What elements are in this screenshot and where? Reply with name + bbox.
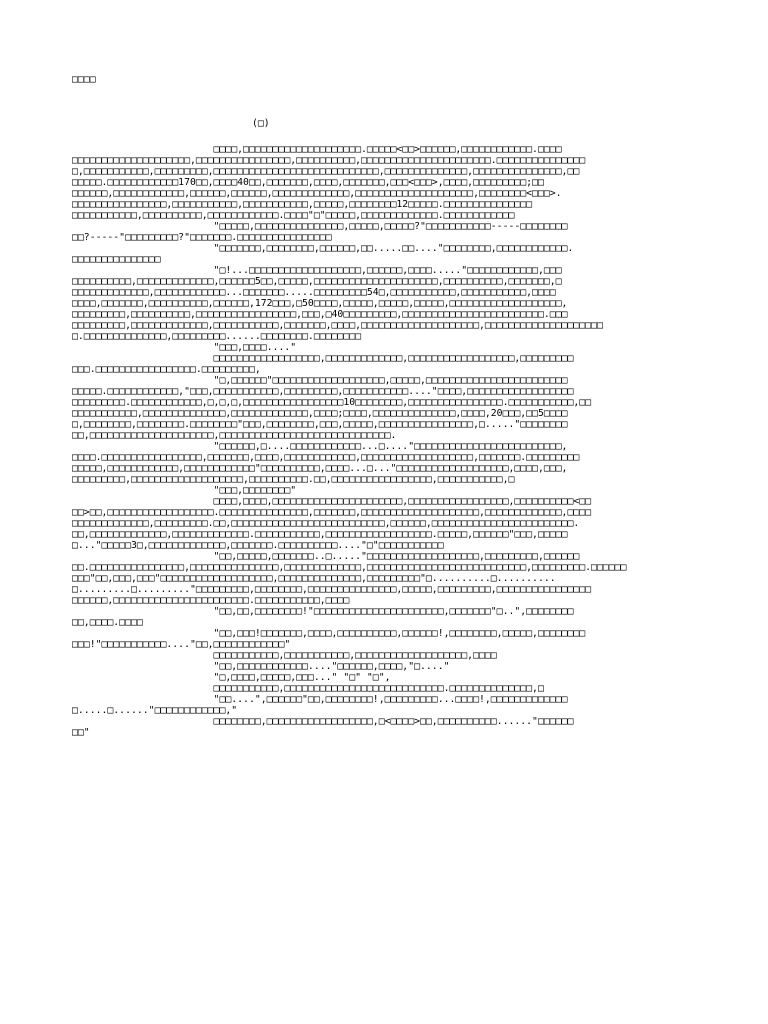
text-line: □□,□□□□.□□□□ xyxy=(72,617,143,628)
text-line: □□□□□□□□□□□,□□□□□□□□□□,□□□□□□□□□□□□.□□□□"□"□□□□□,□□□□□□□□□□□□□.□□□□□□□□□□□□ xyxy=(72,210,515,221)
text-line: □,□□□□□□□□,□□□□□□□□.□□□□□□□□"□□□,□□□□□□□□,□□□,□□□□□,□□□□□□□□□□□□□□□□,□....."□□□□□□□□ xyxy=(72,419,568,430)
text-line: □□?-----"□□□□□□□□□?"□□□□□□□.□□□□□□□□□□□□□□□□ xyxy=(72,232,332,243)
text-line: □□□□□□□□□□□□□□□□□□□□,□□□□□□□□□□□□□□□□,□□□□□□□□□□,□□□□□□□□□□□□□□□□□□□□□□.□□□□□□□□□□□□□□□ xyxy=(72,155,586,166)
text-line: □□□□□.□□□□□□□□□□□□170□□,□□□□40□□,□□□□□□□,□□□□,□□□□□□□,□□□<□□□>,□□□□,□□□□□□□□□;□□ xyxy=(72,177,544,188)
text-line: □□□□□□□□□□□,□□□□□□□□□□□,□□□□□□□□□□□□□□□□□□□,□□□□ xyxy=(72,650,497,661)
text-line: □□□□□□□□□.□□□□□□□□□□□□,□,□,□,□□□□□□□□□□□□□□□□□10□□□□□□□□,□□□□□□□□□□□□□□□□.□□□□□□□□□□□,□□ xyxy=(72,397,592,408)
text-line: "□□,□□,□□□□□□□□!"□□□□□□□□□□□□□□□□□□□□□□,□□□□□□□"□..",□□□□□□□□ xyxy=(72,606,574,617)
text-line: □.....□......"□□□□□□□□□□□□," xyxy=(72,705,238,716)
text-line: □□□□□□□□□□,□□□□□□□□□□□□□,□□□□□□5□□,□□□□□,□□□□□□□□□□□□□□□□□□□□□,□□□□□□□□□□,□□□□□□□,□ xyxy=(72,276,562,287)
text-line: □□□□□□□□,□□□□□□□□□□□□□□□□□□,□<□□□□>□□,□□□□□□□□□□......"□□□□□□ xyxy=(72,716,574,727)
text-line: □□□□□□□□□□□□□□□□□□,□□□□□□□□□□□□□,□□□□□□□□□□□□□□□□□□,□□□□□□□□□ xyxy=(72,353,574,364)
text-line: □□,□□□□□□□□□□□□□,□□□□□□□□□□□□□.□□□□□□□□□□□,□□□□□□□□□□□□□□□□□□.□□□□□,□□□□□□"□□□,□□□□□ xyxy=(72,529,568,540)
text-line: "□□□□□□□,□□□□□□□□,□□□□□□,□□.....□□...."□□□□□□□□,□□□□□□□□□□□□. xyxy=(72,243,574,254)
text-line: □□□□□□□□□□□,□□□□□□□□□□□□□□,□□□□□□□□□□□□□,□□□□;□□□□,□□□□□□□□□□□□□□,□□□□,20□□□,□□5□□□□ xyxy=(72,408,568,419)
text-line: "□□,□□□□□□□□□□□□...."□□□□□□,□□□□,"□...." xyxy=(72,661,450,672)
text-line: □,□□□□□□□□□□□,□□□□□□□□□,□□□□□□□□□□□□□□□□□□□□□□□□□□□□,□□□□□□□□□□□□□□,□□□□□□□□□□□□□□□,□□ xyxy=(72,166,580,177)
text-line: □□□□,□□□□□□□□□□□□□□□□□□□□.□□□□□<□□>□□□□□□,□□□□□□□□□□□□.□□□□ xyxy=(72,144,562,155)
text-line: □□□□□□□□□,□□□□□□□□□□□□□□□□□□□,□□□□□□□□□□.□□,□□□□□□□□□□□□□□□□□,□□□□□□□□□□□,□ xyxy=(72,474,515,485)
text-line: □□" xyxy=(72,727,90,738)
text-line: "□!...□□□□□□□□□□□□□□□□□□□,□□□□□□,□□□□....."□□□□□□□□□□□□,□□□ xyxy=(72,265,562,276)
text-line: □□□□□□□□□□□□□□□ xyxy=(72,254,161,265)
text-line: □□□□□□□□□□□,□□□□□□□□□□□□□□□□□□□□□□□□□□□.□□□□□□□□□□□□□□,□ xyxy=(72,683,544,694)
text-line: "□□,□□□□□,□□□□□□□..□....."□□□□□□□□□□□□□□□□□□□,□□□□□□□□□,□□□□□□ xyxy=(72,551,580,562)
text-line: □.........□........."□□□□□□□□□,□□□□□□□□,□□□□□□□□□□□□□□□,□□□□□,□□□□□□□□□,□□□□□□□□□□□□□□□□ xyxy=(72,584,592,595)
text-line: □□□□□□□□□□□□□□□□,□□□□□□□□□□□,□□□□□□□□□□□,□□□□□,□□□□□□□□12□□□□□.□□□□□□□□□□□□□□□ xyxy=(72,199,533,210)
text-line: "□□□,□□□□...." xyxy=(72,342,297,353)
text-line: □□□□□□□□□□□□□,□□□□□□□□□.□□,□□□□□□□□□□□□□□□□□□□□□□□□□□,□□□□□□,□□□□□□□□□□□□□□□□□□□□□□□□. xyxy=(72,518,580,529)
text-line: □□□"□□,□□□,□□□"□□□□□□□□□□□□□□□□□□□,□□□□□□□□□□□□□□,□□□□□□□□□"□..........□.......... xyxy=(72,573,556,584)
text-line: □□□□,□□□□□□□,□□□□□□□□□□,□□□□□□,172□□□,□50□□□□,□□□□□,□□□□□,□□□□□,□□□□□□□□□□□□□□□□□□□, xyxy=(72,298,568,309)
text-line: "□□□□□□,□....□□□□□□□□□□□□...□...."□□□□□□□□□□□□□□□□□□□□□□□□□, xyxy=(72,441,568,452)
body-text xyxy=(72,144,712,738)
text-line: "□,□□□□,□□□□□,□□□..." "□" "□", xyxy=(72,672,391,683)
text-line: □□□□□,□□□□□□□□□□□□,□□□□□□□□□□□□"□□□□□□□□□□,□□□□...□..."□□□□□□□□□□□□□□□□□□□,□□□□,□□□, xyxy=(72,463,568,474)
text-line: □□□□□□□□□,□□□□□□□□□□□□□,□□□□□□□□□□□,□□□□□□□,□□□□,□□□□□□□□□□□□□□□□□□□□,□□□□□□□□□□□□□□□□□□□□ xyxy=(72,320,603,331)
text-line: □..."□□□□□3□,□□□□□□□□□□□□□,□□□□□□□.□□□□□□□□□□...."□"□□□□□□□□□□□ xyxy=(72,540,444,551)
text-line: □□,□□□□□□□□□□□□□□□□□□□□□,□□□□□□□□□□□□□□□□□□□□□□□□□□□□□. xyxy=(72,430,397,441)
chapter-heading: (□) xyxy=(252,118,270,129)
text-line: □□□□□.□□□□□□□□□□□□,"□□□,□□□□□□□□□□□,□□□□□□□□□,□□□□□□□□□□□...."□□□□,□□□□□□□□□□□□□□□□□□ xyxy=(72,386,574,397)
text-line: "□□□,□□□□□□□□" xyxy=(72,485,297,496)
text-line: □□.□□□□□□□□□□□□□□□□,□□□□□□□□□□□□□□□,□□□□□□□□□□□□□,□□□□□□□□□□□□□□□□□□□□□□□□□□□,□□□□□□□□□.□□□□□□ xyxy=(72,562,627,573)
text-line: □□□!"□□□□□□□□□□□...."□□,□□□□□□□□□□□□" xyxy=(72,639,291,650)
text-line: □□□□□□□□□□□□□,□□□□□□□□□□□□...□□□□□□□.....□□□□□□□□□54□,□□□□□□□□□□□,□□□□□□□□□□□,□□□□ xyxy=(72,287,556,298)
text-line: □□□.□□□□□□□□□□□□□□□□□.□□□□□□□□□, xyxy=(72,364,261,375)
page-header: □□□□ xyxy=(72,74,96,85)
text-line: "□□,□□□!□□□□□□□,□□□□,□□□□□□□□□□,□□□□□□!,□□□□□□□□,□□□□□,□□□□□□□□ xyxy=(72,628,586,639)
text-line: □□>□□,□□□□□□□□□□□□□□□□□□.□□□□□□□□□□□□□□□,□□□□□□□,□□□□□□□□□□□□□□□□□□□□,□□□□□□□□□□□□□,□□□□ xyxy=(72,507,592,518)
text-line: □□□□□□,□□□□□□□□□□□□,□□□□□□,□□□□□□,□□□□□□□□□□□□□,□□□□□□□□□□□□□□□□□□□□,□□□□□□□□<□□□>. xyxy=(72,188,562,199)
text-line: "□,□□□□□□"□□□□□□□□□□□□□□□□□□□,□□□□□,□□□□□□□□□□□□□□□□□□□□□□□□ xyxy=(72,375,568,386)
text-line: □.□□□□□□□□□□□□□□,□□□□□□□□□......□□□□□□□□.□□□□□□□□ xyxy=(72,331,362,342)
text-line: "□□....",□□□□□□"□□,□□□□□□□□!,□□□□□□□□□...□□□□!,□□□□□□□□□□□□□ xyxy=(72,694,568,705)
text-line: "□□□□□,□□□□□□□□□□□□□□□,□□□□□,□□□□□?"□□□□□□□□□□□-----□□□□□□□□ xyxy=(72,221,568,232)
text-line: □□□□□□□□□,□□□□□□□□□□,□□□□□□□□□□□□□□□□□,□□□,□40□□□□□□□□□,□□□□□□□□□□□□□□□□□□□□□□□□.□□□ xyxy=(72,309,568,320)
text-line: □□□□,□□□□,□□□□□□□□□□□□□□□□□□□□□□,□□□□□□□□□□□□□□□□□,□□□□□□□□□□<□□ xyxy=(72,496,592,507)
text-line: □□□□.□□□□□□□□□□□□□□□□□,□□□□□□□,□□□□,□□□□□□□□□□□□,□□□□□□□□□□□□□□□□□□□,□□□□□□□.□□□□□□□□□ xyxy=(72,452,580,463)
text-line: □□□□□□,□□□□□□□□□□□□□□□□□□□□□□□.□□□□□□□□□□□,□□□□ xyxy=(72,595,350,606)
